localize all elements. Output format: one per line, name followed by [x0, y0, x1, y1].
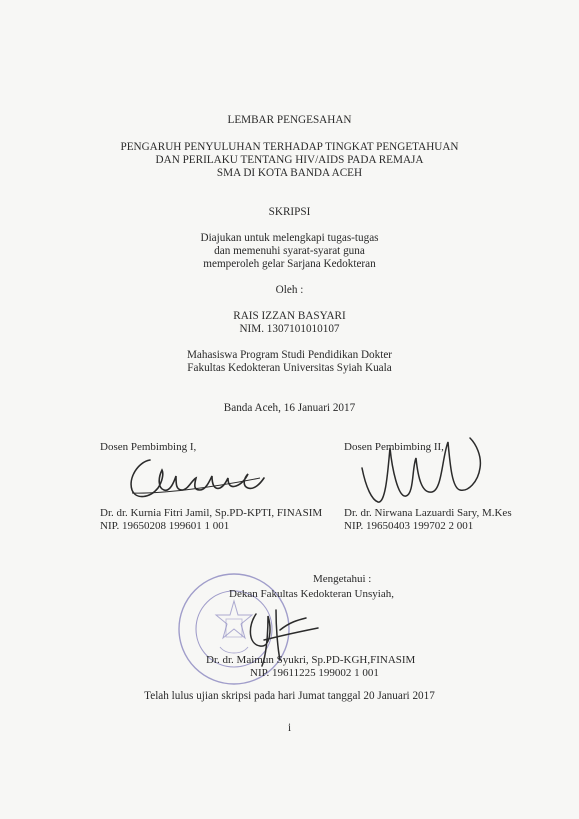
supervisor1-nip: NIP. 19650208 199601 1 001 — [100, 520, 230, 532]
supervisor1-signature — [120, 448, 270, 508]
place-date — [0, 402, 579, 415]
supervisor2-role: Dosen Pembimbing II, — [344, 441, 444, 453]
dean-details — [206, 654, 415, 680]
exam-note-text: Telah lulus ujian skripsi pada hari Jumat tanggal 20 Januari 2017 — [144, 690, 435, 702]
page-number — [0, 722, 579, 735]
supervisor2-signature — [352, 428, 492, 508]
acknowledged-label: Mengetahui : — [313, 573, 372, 585]
supervisor1-details — [100, 507, 322, 533]
purpose-line-2: dan memenuhi syarat-syarat guna — [214, 245, 365, 257]
supervisor1-role: Dosen Pembimbing I, — [100, 441, 197, 453]
supervisor2-details — [344, 507, 512, 533]
supervisor1-name: Dr. dr. Kurnia Fitri Jamil, Sp.PD-KPTI, FINASIM — [100, 507, 323, 519]
thesis-title — [0, 141, 579, 180]
program-line-2: Fakultas Kedokteran Universitas Syiah Kuala — [187, 362, 392, 374]
page-heading — [0, 114, 579, 127]
program-line-1: Mahasiswa Program Studi Pendidikan Dokter — [186, 349, 393, 361]
supervisor2-nip: NIP. 19650403 199702 2 001 — [344, 520, 474, 532]
purpose-line-1: Diajukan untuk melengkapi tugas-tugas — [200, 232, 379, 244]
title-line-2: DAN PERILAKU TENTANG HIV/AIDS PADA REMAJA — [155, 154, 424, 166]
document-type-text: SKRIPSI — [268, 206, 311, 218]
heading-text: LEMBAR PENGESAHAN — [227, 114, 352, 126]
title-line-3: SMA DI KOTA BANDA ACEH — [216, 167, 363, 179]
purpose-line-3: memperoleh gelar Sarjana Kedokteran — [203, 258, 376, 270]
program-block — [0, 349, 579, 375]
dean-nip: NIP. 19611225 199002 1 001 — [250, 667, 379, 679]
author-name: RAIS IZZAN BASYARI — [233, 310, 346, 322]
page-number-text: i — [287, 722, 292, 734]
exam-note — [0, 690, 579, 703]
purpose-statement — [0, 232, 579, 271]
by-label — [0, 284, 579, 297]
dean-name: Dr. dr. Maimun Syukri, Sp.PD-KGH,FINASIM — [206, 654, 416, 666]
title-line-1: PENGARUH PENYULUHAN TERHADAP TINGKAT PENGETAHUAN — [120, 141, 459, 153]
by-label-text: Oleh : — [275, 284, 304, 296]
author-nim: NIM. 1307101010107 — [239, 323, 340, 335]
supervisor2-name: Dr. dr. Nirwana Lazuardi Sary, M.Kes — [344, 507, 512, 519]
author-block — [0, 310, 579, 336]
place-date-text: Banda Aceh, 16 Januari 2017 — [223, 402, 356, 414]
dean-role: Dekan Fakultas Kedokteran Unsyiah, — [229, 588, 394, 600]
document-type — [0, 206, 579, 219]
